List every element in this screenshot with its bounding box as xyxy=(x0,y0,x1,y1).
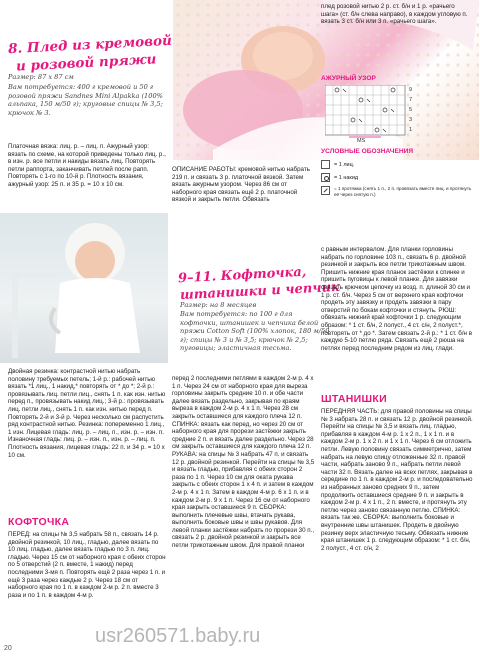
title-line-1: 8. Плед из кремовой xyxy=(7,32,173,58)
kofta-heading: КОФТОЧКА xyxy=(8,516,70,528)
photo-baby-cardigan xyxy=(0,213,168,363)
knit-symbol-icon xyxy=(321,160,330,169)
outfit-materials: Вам потребуется: по 100 г для кофточки, штанишек и чепчика белой пряжи Cotton Soft (100% хлопок, 180 м/50 г); спицы № 3 и № 3,5; крючок № 2,5; пуговицы; эластичная тесьма. xyxy=(180,310,330,353)
pattern-row-numbers xyxy=(409,85,412,135)
pattern-row-9: 9 xyxy=(409,87,413,93)
title-line-2: и розовой пряжи xyxy=(15,51,157,75)
shtanishki-instructions: ПЕРЕДНЯЯ ЧАСТЬ: для правой половины на спицы № 3 набрать 28 п. и связать 12 р. двойной резинкой. Перейти на спицы № 3,5 и вязать лиц. гладью, прибавляя в каждом 4-м р. 1 х 2 п., 1 х 1 п. и в каждом 2-м р. 1 х 2 п. и 1 х 1 п. Через 6 см отложить петли. Левую половину связать симметрично, затем набрать на левую спицу отложенные 32 п. правой части, набрать заново 9 п., набрать петли левой части 32 п. Вязать далее на всех петлях, закрывая в середине по 1 п. в каждом 2-м р. и последовательно из набранных заново средних 9 п., затем продолжить оставшиеся средние 9 п. и закрыть в каждом 2-м р. 4 х 1 п., 2 п. вместе, и протянуть эту петлю через заново связанную петлю. СПИНКА: вязать так же. СБОРКА: выполнить боковые и внутренние швы штанишек. Продеть в двойную резинку верх эластичную тесьму. Обвязать нижние края штанишек 1 р. следующим образом: * 1 ст. б/н, 2 полуст., 4 ст. с/н, 2 xyxy=(321,408,473,552)
legend-text-knit: = 1 лиц. xyxy=(334,161,355,168)
plaid-edging-text: плед розовой нитью 2 р. ст. б/н и 1 р. «рачьего шага» (ст. б/н слева направо), в каждом угловую п. вязать 3 ст. б/н или 3 п. «рачьего шага». xyxy=(321,3,468,26)
yarnover-symbol-icon xyxy=(321,173,330,182)
legend-item-decrease xyxy=(321,186,476,197)
decrease-symbol-icon xyxy=(321,186,330,195)
plaid-description: ОПИСАНИЕ РАБОТЫ: кремовой нитью набрать 219 п. и связать 3 р. платочной вязкой. Затем вязать ажурным узором. Через 86 см от наборного края связать ещё 2 р. платочной вязкой и закрыть петли. Обвязать xyxy=(172,166,310,204)
legend-block xyxy=(321,148,476,197)
outfit-size: Размер: на 8 месяцев xyxy=(180,301,257,309)
legend-title: УСЛОВНЫЕ ОБОЗНАЧЕНИЯ xyxy=(321,148,414,155)
shtanishki-heading: ШТАНИШКИ xyxy=(321,393,387,405)
watermark: usr260571.baby.ru xyxy=(95,625,261,647)
cardigan-finishing-text: с равным интервалом. Для планки горловины набрать по горловине 103 п., связать 6 р. двойной резинкой и закрыть все петли трикотажным швом. Пришить нижние края планок застёжки к спинке и пришить пуговицы к левой планке. Для завязки связать крючком цепочку из возд. п. длиной 30 см и 1 р. ст. б/н. Через 5 см от верхнего края кофточки продеть эту завязку и продеть завязки в пару отверстий по бокам кофточки и стянуть. РЮШ: обвязать нижний край кофточки 1 р. следующим образом: * 1 ст. б/н, 2 полуст., 4 ст. с/н, 2 полуст.*, повторять от * до *. Затем связать 2-й р.: * 1 ст. б/н в каждую 5-10 петлю ряда. Связать ещё 2 рюша на петлях перед последним рядом из лиц. глади. xyxy=(321,246,472,352)
pattern-title: АЖУРНЫЙ УЗОР xyxy=(321,75,376,82)
legend-item-knit xyxy=(321,160,476,169)
outfit-stitch-notes: Двойная резинка: контрастной нитью набрать половину требуемых петель; 1-й р.: рабочей нитью вязать *1 лиц., 1 накид,* повторять от * до *; 2-й р.: провязывать лиц. петли лиц., снять 1 п. как изн. нитью перед п., провязывать накид лиц.; 3-й р.: провязывать лиц. петли лиц., снять 1 п. как изн. нитью перед п. Повторять 2-й и 3-й р. Через несколько см распустить ряд контрастной нитью. Резинка: попеременно 1 лиц., 1 изн. Лицевая гладь: лиц. р. – лиц. п., изн. р. – изн. п. Изнаночная гладь: лиц. р. – изн. п., изн. р. – лиц. п. Плотность вязания, лицевая гладь: 22 п. и 34 р. = 10 х 10 см. xyxy=(8,368,166,459)
outfit-title-line-1: 9–11. Кофточка, xyxy=(177,264,307,287)
legend-text-yarnover: = 1 накид xyxy=(334,174,359,181)
pattern-row-7: 7 xyxy=(409,97,413,103)
cardigan-back-sleeves-text: перед 2 последними петлями в каждом 2-м р. 4 х 1 п. Через 24 см от наборного края для выреза горловины закрыть средние 10 п. и обе части далее вязать раздельно, закрывая по краям выреза в каждом 2-м р. 4 х 1 п. Через 28 см закрыть оставшиеся для каждого плеча 12 п. СПИНКА: вязать как перед, но через 20 см от наборного края для прорези застёжки закрыть средние 2 п. и вязать далее раздельно. Через 28 см закрыть оставшиеся для каждого плеча 12 п. РУКАВА: на спицы № 3 набрать 47 п. и связать 12 р. двойной резинкой. Перейти на спицы № 3,5 и вязать гладью, прибавляя с обеих сторон 2 раза по 1 п. Через 10 см для оката рукава закрыть с обеих сторон 1 х 4 п. и затем в каждом 2-м р. 4 х 1 п. Затем в каждом 4-м р. 6 х 1 п. и в каждом 2-м р. 9 х 1 п. Через 16 см от наборного края закрыть оставшиеся 9 п. СБОРКА: выполнить плечевые швы, втачать рукава, выполнить боковые швы и швы рукавов. Для левой планки застёжки набрать по прорези 30 п., связать 2 р. двойной резинкой и закрыть все петли трикотажным швом. Для правой планки xyxy=(172,375,315,550)
legend-text-decrease: = 1 протяжка (снять 1 п., 2 п. провязать вместе лиц. и протянуть её через снятую п.) xyxy=(334,186,472,197)
plaid-size: Размер: 87 х 87 см xyxy=(8,73,74,81)
pattern-row-1: 1 xyxy=(409,127,413,133)
plaid-instructions: Платочная вязка: лиц. р. – лиц. п. Ажурный узор: вязать по схеме, на которой приведены только лиц. р., в изн. р. все петли и накиды вязать лиц. Повторять петли раппорта, заканчивать петлей после рапп. Повторять с 1-го по 10-й р. Плотность вязания, ажурный узор: 25 п. и 35 р. = 10 х 10 см. xyxy=(8,143,166,188)
pattern-row-5: 5 xyxy=(409,107,413,113)
outfit-title-line-2: штанишки и чепчик xyxy=(179,279,341,304)
page-number: 20 xyxy=(4,645,12,652)
kofta-instructions: ПЕРЕД: на спицы № 3,5 набрать 58 п., связать 14 р. двойной резинкой, 10 лиц., гладью, далее вязать по 10 лиц. гладью, далее вязать гладью по 3 п. лиц. гладью. Через 15 см от наборного края с обеих сторон по 5 отверстий (2 п. вместе, 1 накид) перед последними 3-мя п. Повторять ещё 2 раза через 1 п. и ещё 3 раза через каждые 2 р. Через 18 см от наборного края по 1 п. в каждом 2-м р. 2 п. вместе 3 раза и по 1 п. в каждом 4-м р. xyxy=(8,531,166,599)
baby-cardigan-illustration xyxy=(0,213,168,363)
legend-item-yarnover xyxy=(321,173,476,182)
pattern-row-3: 3 xyxy=(409,117,413,123)
pattern-ms-label: MS xyxy=(357,138,366,144)
lace-pattern-chart xyxy=(325,85,435,145)
plaid-materials: Вам потребуется: 400 г кремовой и 50 г розовой пряжи Sandnes Mini Alpakka (100% альпака, 150 м/50 г); круговые спицы № 3,5; крючок № 3. xyxy=(8,83,163,117)
lace-pattern-block xyxy=(321,75,476,145)
